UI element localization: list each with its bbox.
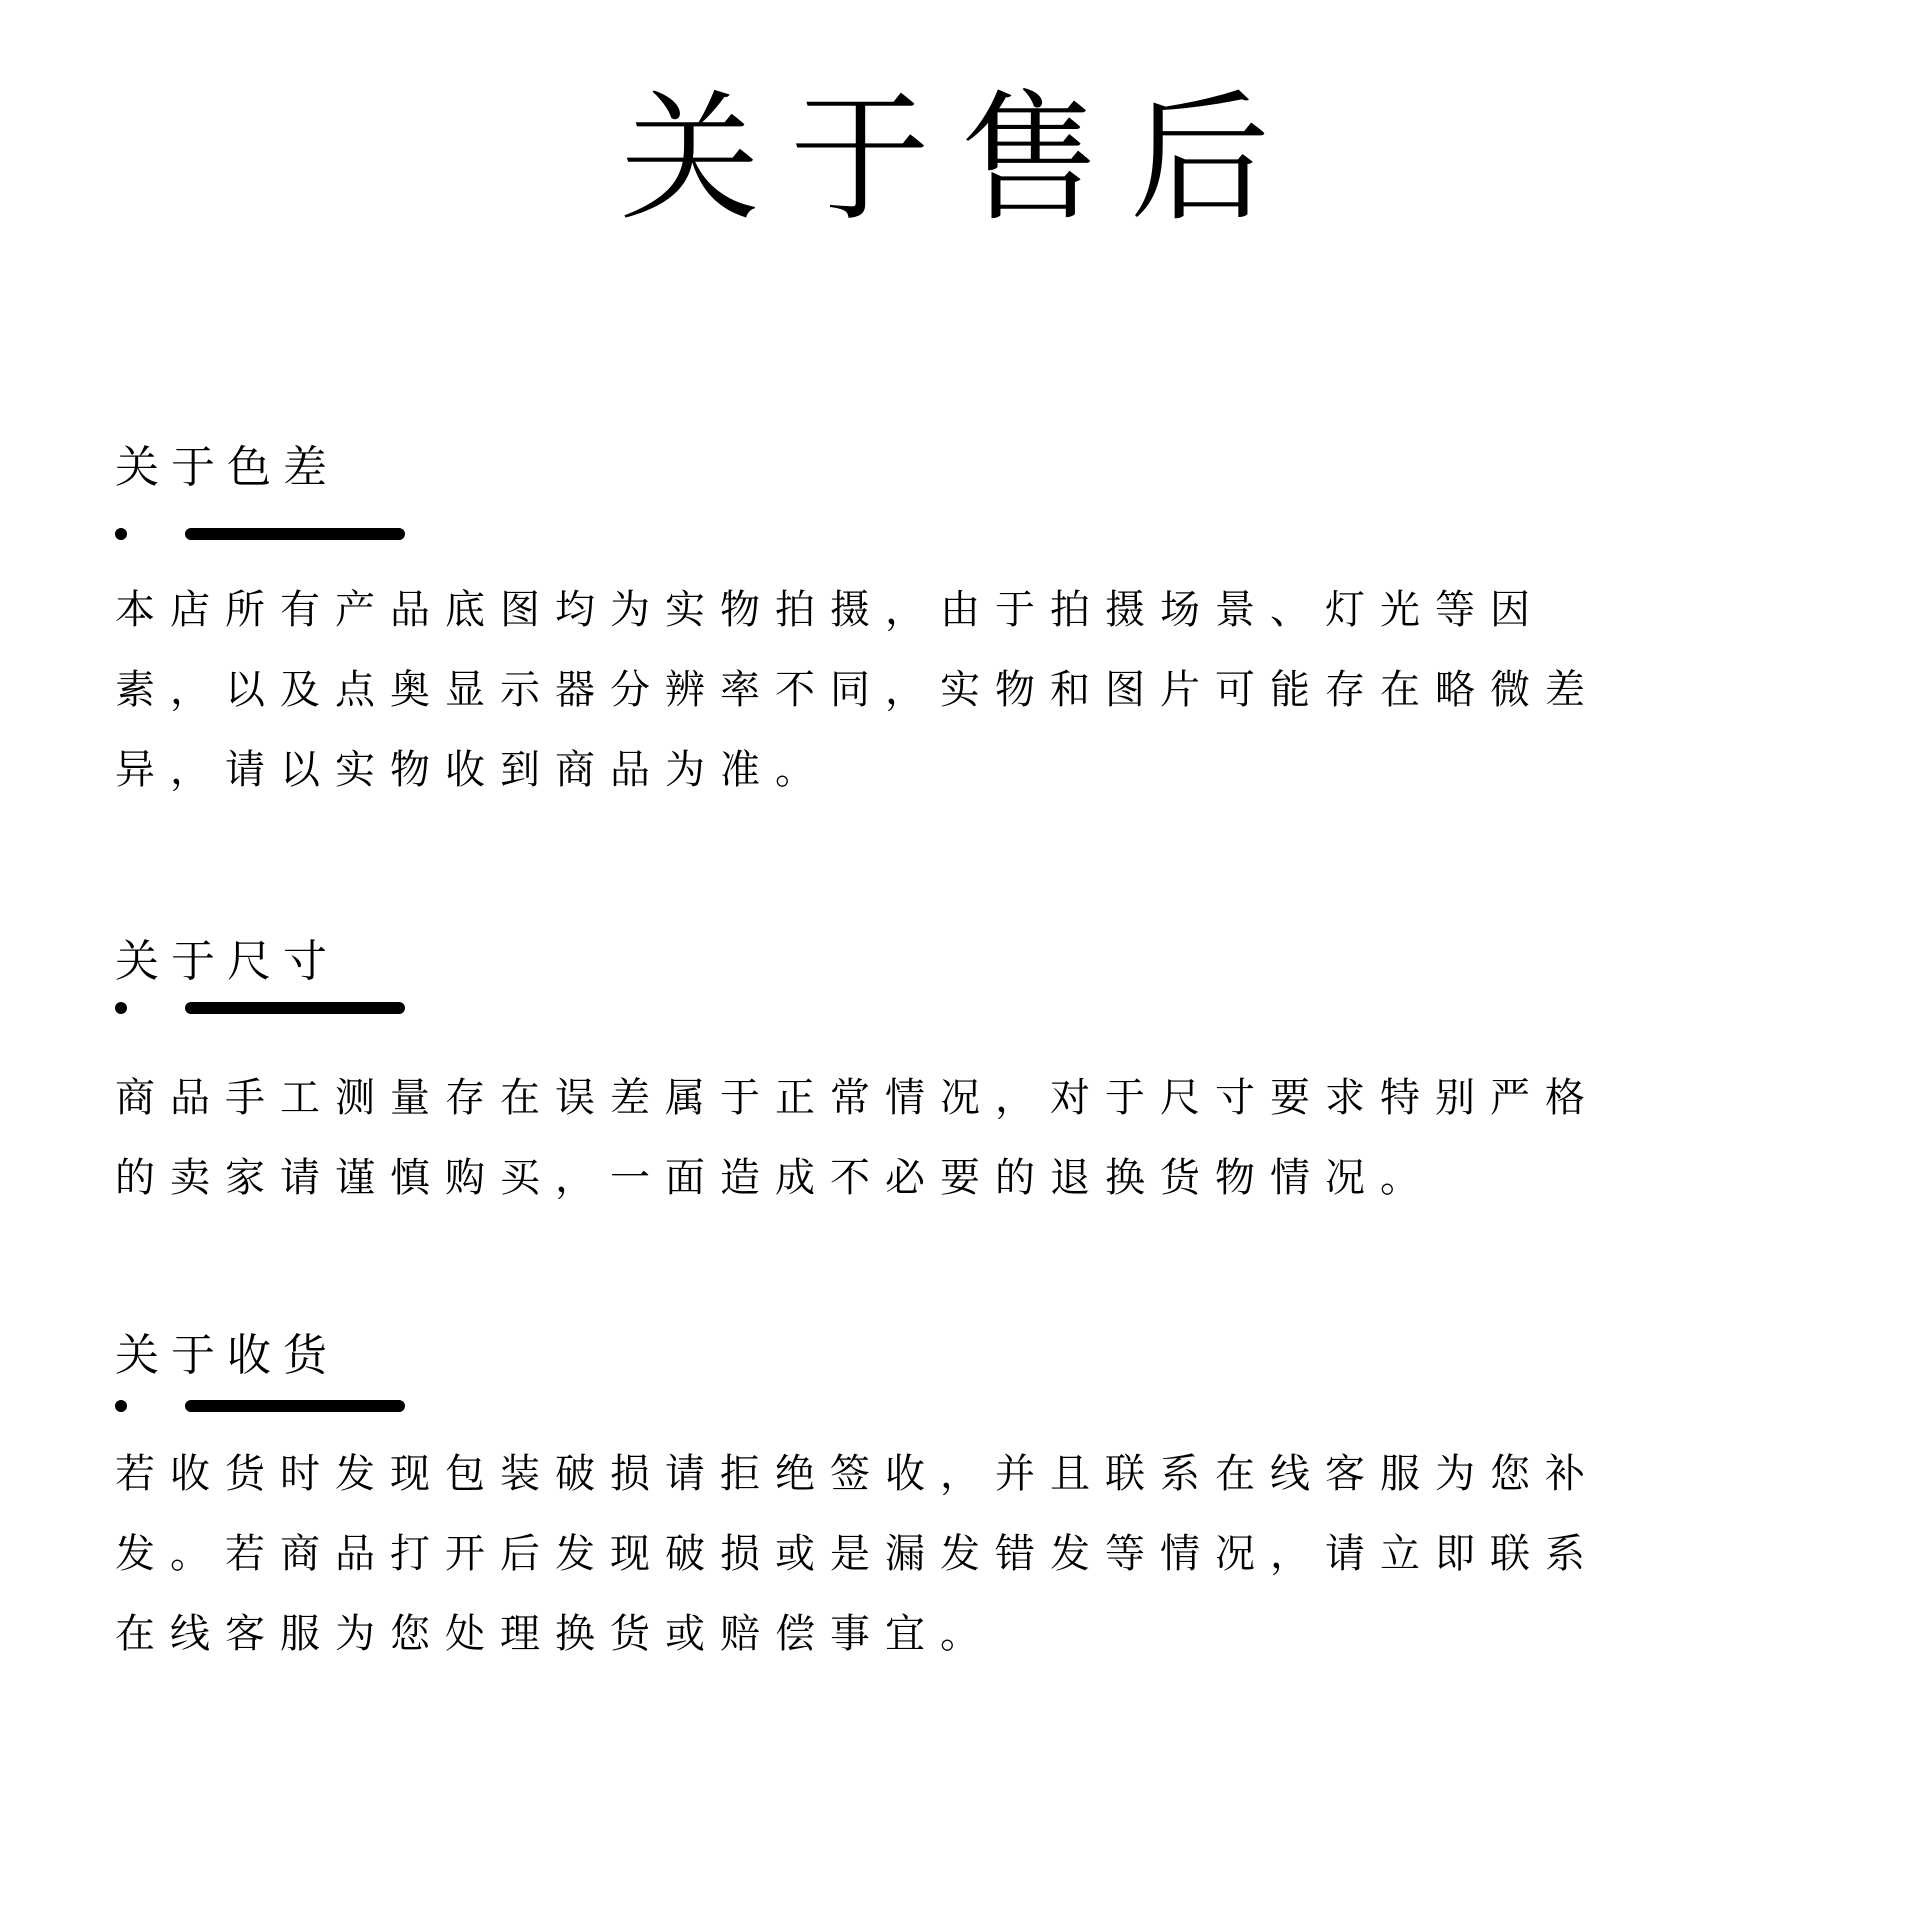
section-heading: 关于尺寸 (115, 936, 339, 987)
divider-dot (115, 528, 127, 540)
section-divider (115, 998, 435, 1018)
divider-bar (185, 1002, 405, 1014)
section-heading: 关于色差 (115, 442, 339, 493)
page-title: 关于售后 (619, 78, 1300, 241)
section-color-difference (115, 440, 1615, 810)
divider-dot (115, 1002, 127, 1014)
section-body: 商品手工测量存在误差属于正常情况，对于尺寸要求特别严格的卖家请谨慎购买，一面造成不必要的退换货物情况。 (115, 1075, 1600, 1201)
section-heading: 关于收货 (115, 1330, 339, 1381)
section-size (115, 934, 1615, 1218)
divider-bar (185, 528, 405, 540)
section-body: 若收货时发现包装破损请拒绝签收，并且联系在线客服为您补发。若商品打开后发现破损或是漏发错发等情况，请立即联系在线客服为您处理换货或赔偿事宜。 (115, 1451, 1600, 1657)
divider-bar (185, 1400, 405, 1412)
section-divider (115, 524, 435, 544)
section-body: 本店所有产品底图均为实物拍摄，由于拍摄场景、灯光等因素，以及点奥显示器分辨率不同，实物和图片可能存在略微差异，请以实物收到商品为准。 (115, 587, 1600, 793)
section-receipt (115, 1328, 1615, 1674)
divider-dot (115, 1400, 127, 1412)
section-divider (115, 1396, 435, 1416)
